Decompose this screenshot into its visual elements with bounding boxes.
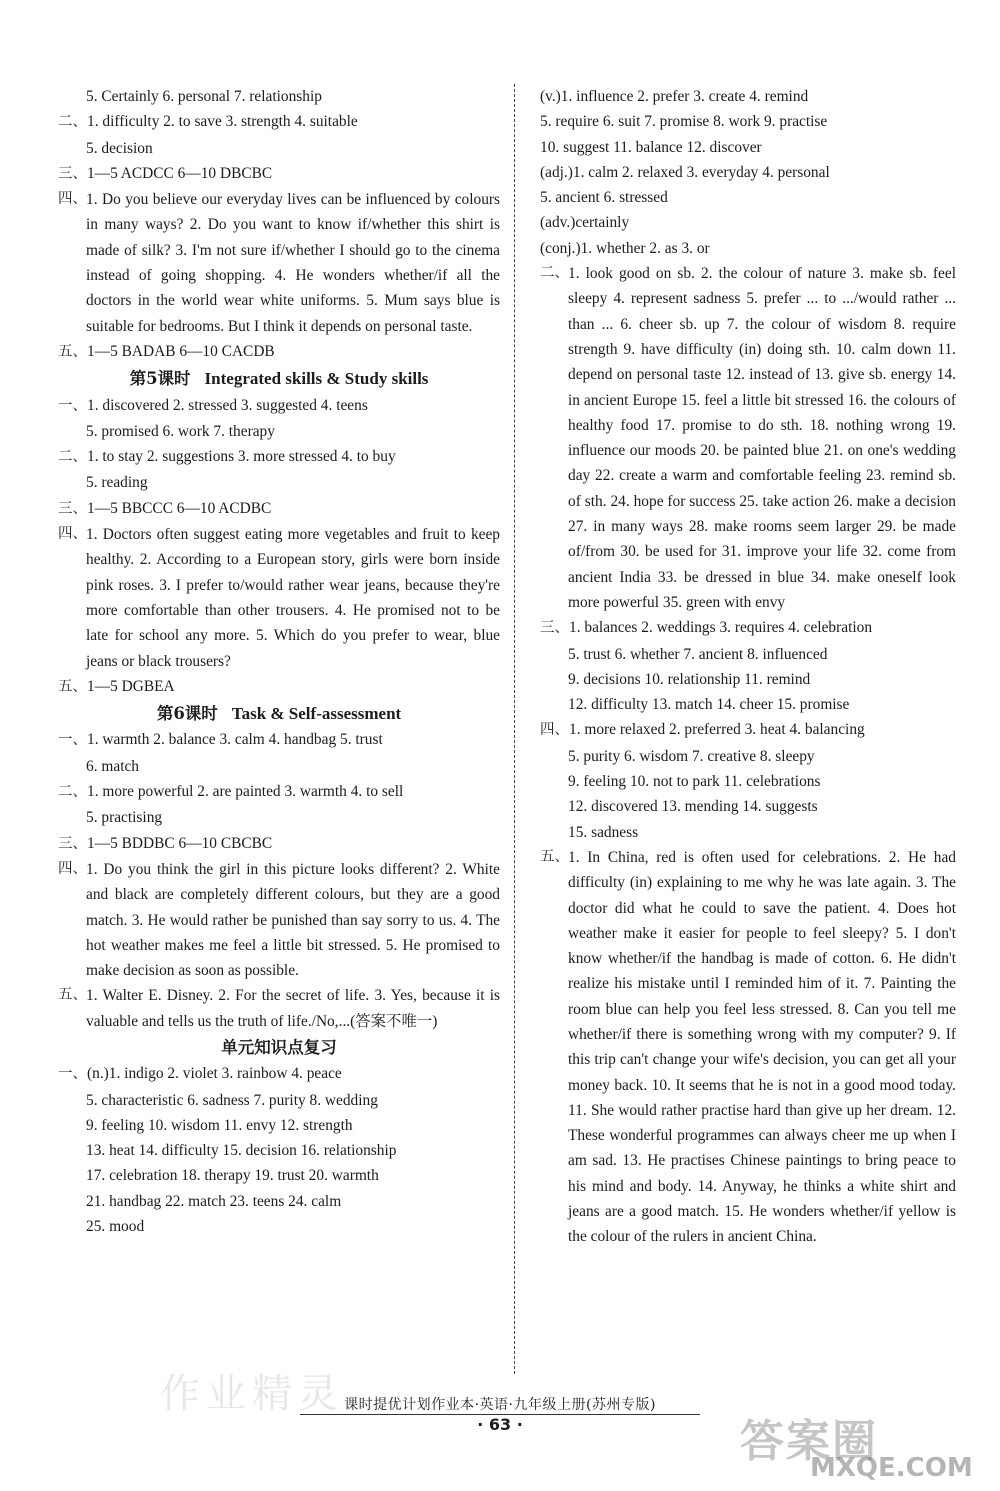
question-marker: 一、: [58, 1066, 87, 1083]
question-marker: 二、: [58, 784, 87, 801]
question-5: [58, 674, 500, 700]
question-marker: 二、: [58, 114, 87, 131]
question-5: [58, 339, 500, 365]
question-marker: 四、: [58, 526, 87, 543]
question-marker: 五、: [58, 987, 87, 1004]
question-3: [540, 615, 956, 641]
question-marker: 五、: [540, 848, 569, 865]
answer-line: 1. warmth 2. balance 3. calm 4. handbag 5. trust: [87, 731, 383, 749]
question-4: [58, 522, 500, 674]
question-marker: 三、: [540, 620, 569, 637]
answer-line: 5. characteristic 6. sadness 7. purity 8. wedding: [86, 1091, 378, 1109]
answer-line: 5. require 6. suit 7. promise 8. work 9. practise: [540, 113, 828, 131]
left-column: [58, 84, 500, 1239]
lesson-5-heading: [58, 366, 500, 391]
answer-line: 5. trust 6. whether 7. ancient 8. influenced: [568, 645, 828, 663]
question-marker: 三、: [58, 165, 87, 182]
answer-line: 17. celebration 18. therapy 19. trust 20. warmth: [86, 1167, 379, 1185]
question-3: [58, 831, 500, 857]
lesson-number: 第6课时: [156, 704, 218, 724]
question-marker: 四、: [58, 860, 87, 877]
answer-line: 13. heat 14. difficulty 15. decision 16. relationship: [86, 1142, 397, 1160]
answer-paragraph: 1. look good on sb. 2. the colour of nature 3. make sb. feel sleepy 4. represent sadness 5. prefer ... to .../would rather ... than ... 6. cheer sb. up 7. the colour of wisdom 8. require strength 9. have difficulty (in) doing sth. 10. calm down 11. depend on personal taste 12. instead of 13. give sb. energy 14. in ancient Europe 15. feel a little bit stressed 16. the colours of healthy food 17. promise to do sth. 18. nothing wrong 19. influence our moods 20. be painted blue 21. on one's wedding day 22. create a warm and comfortable feeling 23. remind sb. of sth. 24. hope for success 25. take action 26. make a decision 27. in many ways 28. make rooms seem larger 29. be made of/from 30. be used for 31. improve your life 32. come from ancient India 33. be dressed in blue 34. make oneself look more powerful 35. green with envy: [568, 265, 956, 611]
answer-paragraph: 1. Walter E. Disney. 2. For the secret of life. 3. Yes, because it is valuable and tells us the truth of life./No,...(答案不唯一): [86, 987, 500, 1030]
answer-line: 15. sadness: [568, 823, 639, 841]
lesson-6-heading: [58, 701, 500, 726]
watermark-site-logo: [740, 1405, 980, 1485]
answer-line: 5. ancient 6. stressed: [540, 189, 668, 207]
answer-line: 12. difficulty 13. match 14. cheer 15. promise: [568, 696, 850, 714]
watermark-logo: 作业精灵: [160, 1371, 344, 1417]
answer-line: 1—5 BDDBC 6—10 CBCBC: [87, 834, 273, 852]
watermark-url: MXQE.COM: [810, 1453, 973, 1483]
answer-line: 25. mood: [86, 1218, 145, 1236]
answer-line: (adv.)certainly: [540, 214, 630, 232]
answer-line: 1—5 BADAB 6—10 CACDB: [87, 342, 275, 360]
answer-line: 1. to stay 2. suggestions 3. more stressed 4. to buy: [87, 448, 396, 466]
lesson-title: Task & Self-assessment: [231, 704, 402, 724]
answer-line: 1. difficulty 2. to save 3. strength 4. suitable: [87, 113, 358, 131]
question-marker: 一、: [58, 397, 87, 414]
right-column: [540, 84, 956, 1250]
answer-line: 1—5 ACDCC 6—10 DBCBC: [87, 164, 273, 182]
question-marker: 三、: [58, 500, 87, 517]
answer-line: 10. suggest 11. balance 12. discover: [540, 138, 762, 156]
answer-line: (conj.)1. whether 2. as 3. or: [540, 239, 710, 257]
answer-line: (v.)1. influence 2. prefer 3. create 4. remind: [540, 88, 809, 105]
watermark-logo-text: 答案圈: [740, 1416, 878, 1467]
answer-line: 9. decisions 10. relationship 11. remind: [568, 670, 811, 688]
question-2: [58, 779, 500, 805]
question-marker: 五、: [58, 678, 87, 695]
answer-line: 5. promised 6. work 7. therapy: [86, 422, 275, 440]
answer-line: 5. decision: [86, 139, 153, 157]
answer-line: 6. match: [86, 757, 139, 775]
answer-line: 9. feeling 10. wisdom 11. envy 12. strength: [86, 1116, 353, 1134]
answer-line: 1—5 DGBEA: [87, 677, 175, 695]
question-5: [540, 845, 956, 1250]
page-number: · 63 ·: [477, 1415, 523, 1434]
question-2: [58, 109, 500, 135]
answer-line: 1—5 BBCCC 6—10 ACDBC: [87, 499, 272, 517]
question-marker: 二、: [58, 449, 87, 466]
book-title-footer: 课时提优计划作业本·英语·九年级上册(苏州专版): [344, 1397, 656, 1413]
answer-line: 21. handbag 22. match 23. teens 24. calm: [86, 1192, 342, 1210]
question-2: [58, 444, 500, 470]
answer-line: (n.)1. indigo 2. violet 3. rainbow 4. peace: [87, 1065, 342, 1083]
question-4: [58, 857, 500, 983]
review-title: 单元知识点复习: [221, 1037, 337, 1057]
question-3: [58, 161, 500, 187]
lesson-title: Integrated skills & Study skills: [204, 369, 429, 389]
review-heading: [58, 1035, 500, 1060]
answer-paragraph: 1. Doctors often suggest eating more vegetables and fruit to keep healthy. 2. According to a European story, girls were born inside pink roses. 3. I prefer to/would rather wear jeans, because they're more comfortable than other trousers. 4. He promised not to be late for school any more. 5. Which do you prefer to wear, blue jeans or black trousers?: [86, 526, 500, 670]
question-5: [58, 983, 500, 1034]
answer-line: 1. balances 2. weddings 3. requires 4. celebration: [569, 619, 873, 637]
question-marker: 一、: [58, 732, 87, 749]
question-1: [58, 1061, 500, 1087]
question-marker: 四、: [540, 722, 569, 739]
question-4: [540, 717, 956, 743]
question-1: [58, 727, 500, 753]
answer-line: 1. more relaxed 2. preferred 3. heat 4. balancing: [569, 721, 865, 739]
answer-line: 5. Certainly 6. personal 7. relationship: [86, 88, 322, 105]
answer-line: 5. practising: [86, 809, 163, 827]
answer-line: 1. discovered 2. stressed 3. suggested 4. teens: [87, 396, 368, 414]
answer-line: 5. reading: [86, 474, 148, 492]
question-4: [58, 187, 500, 339]
answer-paragraph: 1. Do you think the girl in this picture looks different? 2. White and black are completely different colours, but they are a good match. 3. He would rather be punished than say sorry to us. 4. The hot weather makes me feel a little bit stressed. 5. He promised to make decision as soon as possible.: [86, 860, 500, 980]
answer-line: 12. discovered 13. mending 14. suggests: [568, 798, 818, 816]
question-3: [58, 496, 500, 522]
question-marker: 三、: [58, 835, 87, 852]
answer-line: 9. feeling 10. not to park 11. celebrations: [568, 773, 821, 791]
answer-paragraph: 1. In China, red is often used for celebrations. 2. He had difficulty (in) explaining to me why he was late again. 3. The doctor did what he could to save the patient. 4. Does hot weather make it easier for people to feel sleepy? 5. I don't know whether/if the handbag is made of cotton. 6. He didn't realize his mistake until I reminded him of it. 7. Painting the room blue can help you feel less stressed. 8. Can you tell me whether/if there is something wrong with my computer? 9. If this trip can't change your wife's decision, you can get all your money back. 10. It seems that he is not in a good mood today. 11. She would rather practise hard than give up her dream. 12. These wonderful programmes can always cheer me up when I am sad. 13. He practises Chinese paintings to bring peace to his mind and body. 14. Anyway, he thinks a white shirt and jeans are a good match. 15. He wonders whether/if yellow is the colour of the rulers in ancient China.: [568, 848, 956, 1246]
question-marker: 四、: [58, 191, 87, 208]
lesson-number: 第5课时: [129, 369, 191, 389]
answer-line: 1. more powerful 2. are painted 3. warmth 4. to sell: [87, 783, 404, 801]
question-2: [540, 261, 956, 615]
question-marker: 二、: [540, 265, 569, 282]
question-marker: 五、: [58, 343, 87, 360]
answer-paragraph: 1. Do you believe our everyday lives can be influenced by colours in many ways? 2. Do you want to know if/whether this shirt is made of silk? 3. I'm not sure if/whether I should go to the cinema instead of going shopping. 4. He wonders whether/if all the doctors in the world wear white uniforms. 5. Mum says blue is suitable for bedrooms. But I think it depends on personal taste.: [86, 191, 500, 335]
answer-line: (adj.)1. calm 2. relaxed 3. everyday 4. personal: [540, 163, 830, 181]
question-1: [58, 393, 500, 419]
answer-line: 5. purity 6. wisdom 7. creative 8. sleepy: [568, 747, 815, 765]
column-divider: [514, 84, 515, 1374]
